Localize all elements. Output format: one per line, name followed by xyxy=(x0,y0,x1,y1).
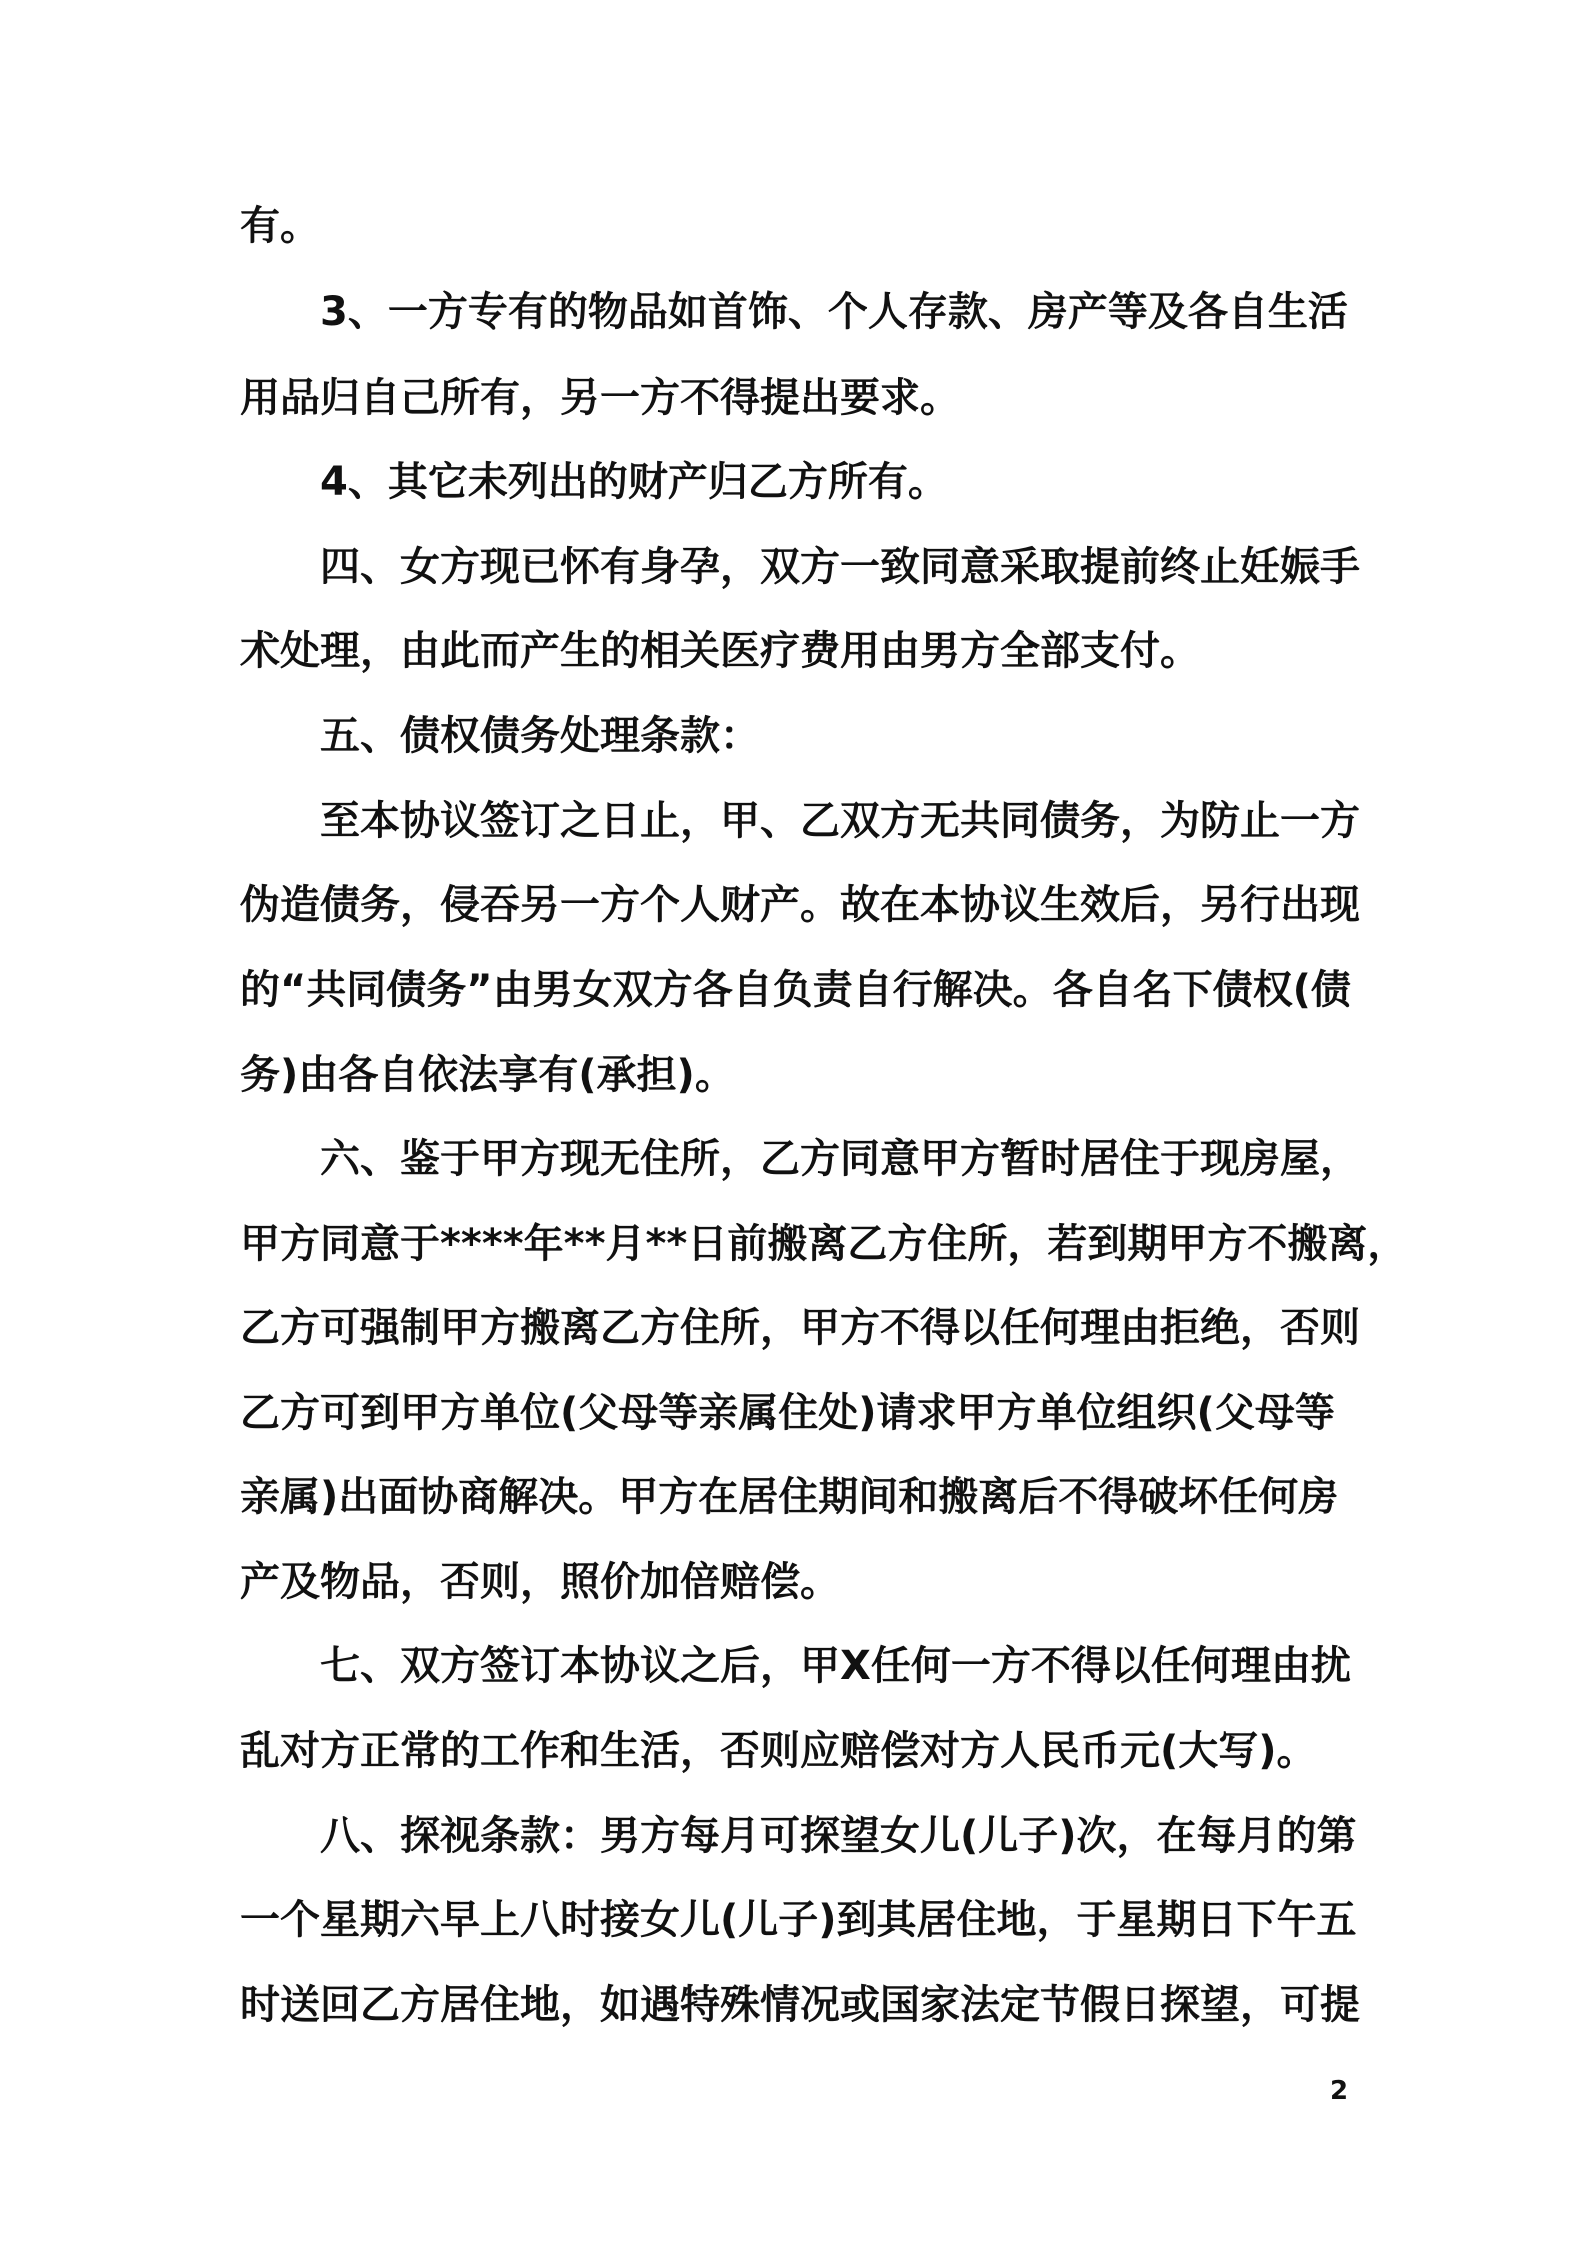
text-line: 3、一方专有的物品如首饰、个人存款、房产等及各自生活 xyxy=(320,289,1348,335)
text-line: 六、鉴于甲方现无住所，乙方同意甲方暂时居住于现房屋， xyxy=(320,1136,1360,1182)
text-line: 一个星期六早上八时接女儿(儿子)到其居住地，于星期日下午五 xyxy=(240,1897,1357,1943)
text-line: 伪造债务，侵吞另一方个人财产。故在本协议生效后，另行出现 xyxy=(240,882,1360,928)
text-line: 四、女方现已怀有身孕，双方一致同意采取提前终止妊娠手 xyxy=(320,544,1360,590)
text-line: 产及物品，否则，照价加倍赔偿。 xyxy=(240,1559,840,1605)
text-line: 至本协议签订之日止，甲、乙双方无共同债务，为防止一方 xyxy=(320,798,1360,844)
text-line: 时送回乙方居住地，如遇特殊情况或国家法定节假日探望，可提 xyxy=(240,1982,1360,2028)
text-line: 的“共同债务”由男女双方各自负责自行解决。各自名下债权(债 xyxy=(240,967,1351,1013)
text-line: 亲属)出面协商解决。甲方在居住期间和搬离后不得破坏任何房 xyxy=(240,1474,1339,1520)
text-line: 术处理，由此而产生的相关医疗费用由男方全部支付。 xyxy=(240,628,1200,674)
text-line: 七、双方签订本协议之后，甲X任何一方不得以任何理由扰 xyxy=(320,1643,1351,1689)
text-line: 4、其它未列出的财产归乙方所有。 xyxy=(320,459,948,505)
text-line: 八、探视条款：男方每月可探望女儿(儿子)次，在每月的第 xyxy=(320,1813,1357,1859)
text-line: 务)由各自依法享有(承担)。 xyxy=(240,1052,735,1098)
text-line: 五、债权债务处理条款： xyxy=(320,713,760,759)
text-line: 乱对方正常的工作和生活，否则应赔偿对方人民币元(大写)。 xyxy=(240,1728,1317,1774)
text-line: 甲方同意于****年**月**日前搬离乙方住所，若到期甲方不搬离， xyxy=(240,1221,1408,1267)
text-line: 乙方可强制甲方搬离乙方住所，甲方不得以任何理由拒绝，否则 xyxy=(240,1305,1360,1351)
text-line: 用品归自己所有，另一方不得提出要求。 xyxy=(240,375,960,421)
text-line: 乙方可到甲方单位(父母等亲属住处)请求甲方单位组织(父母等 xyxy=(240,1390,1335,1436)
page-number: 2 xyxy=(1330,2076,1349,2106)
text-line: 有。 xyxy=(240,203,320,249)
